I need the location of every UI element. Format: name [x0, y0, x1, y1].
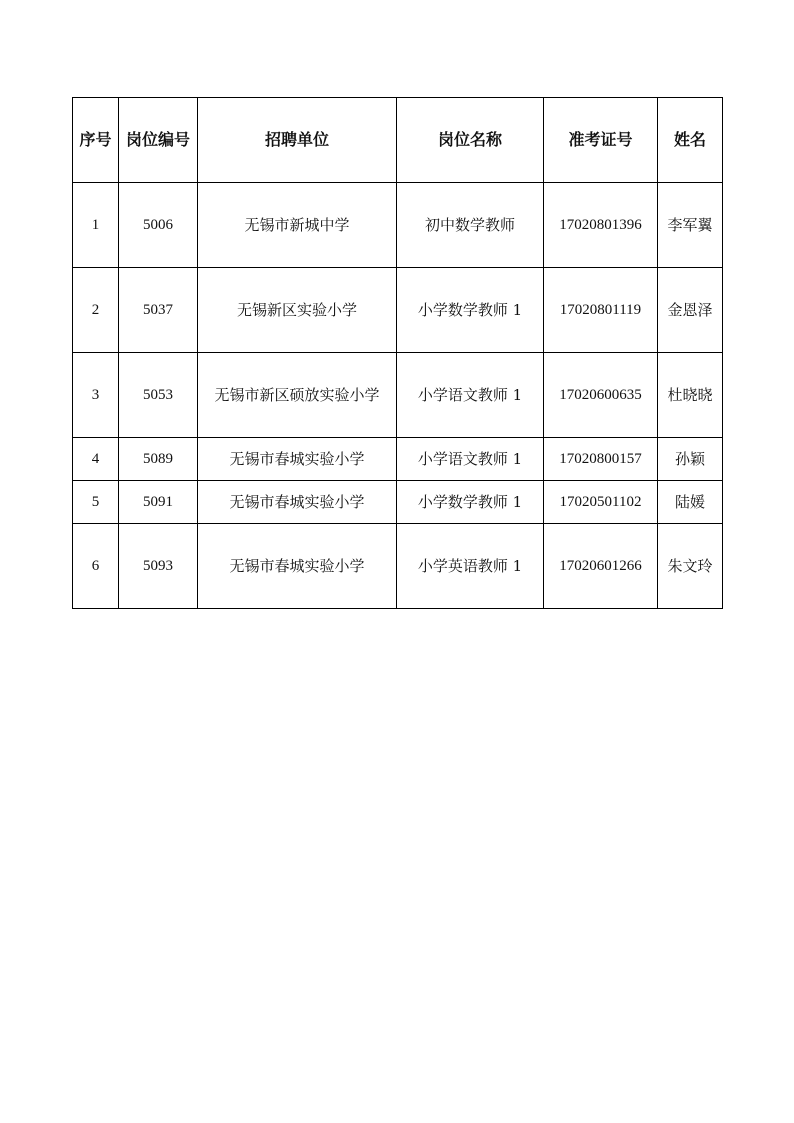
cell-position-name: 初中数学教师	[397, 183, 544, 268]
cell-admission-ticket: 17020800157	[544, 438, 658, 481]
cell-serial: 1	[73, 183, 119, 268]
cell-hiring-unit: 无锡市春城实验小学	[198, 438, 397, 481]
cell-serial: 6	[73, 524, 119, 609]
cell-name: 陆媛	[658, 481, 723, 524]
cell-hiring-unit: 无锡市春城实验小学	[198, 524, 397, 609]
header-position-code: 岗位编号	[119, 98, 198, 183]
table-row	[73, 524, 723, 609]
cell-position-code: 5037	[119, 268, 198, 353]
cell-hiring-unit: 无锡市新区硕放实验小学	[198, 353, 397, 438]
table-row	[73, 268, 723, 353]
cell-admission-ticket: 17020801119	[544, 268, 658, 353]
cell-hiring-unit: 无锡市新城中学	[198, 183, 397, 268]
cell-position-code: 5091	[119, 481, 198, 524]
cell-hiring-unit: 无锡市春城实验小学	[198, 481, 397, 524]
cell-serial: 3	[73, 353, 119, 438]
cell-name: 孙颖	[658, 438, 723, 481]
results-table	[72, 97, 723, 609]
header-name: 姓名	[658, 98, 723, 183]
cell-serial: 5	[73, 481, 119, 524]
cell-position-code: 5089	[119, 438, 198, 481]
table-row	[73, 481, 723, 524]
cell-position-name: 小学语文教师 1	[397, 353, 544, 438]
cell-position-name: 小学英语教师 1	[397, 524, 544, 609]
cell-name: 金恩泽	[658, 268, 723, 353]
cell-position-name: 小学数学教师 1	[397, 481, 544, 524]
header-position-name: 岗位名称	[397, 98, 544, 183]
cell-name: 朱文玲	[658, 524, 723, 609]
table-row	[73, 438, 723, 481]
cell-position-code: 5053	[119, 353, 198, 438]
cell-position-name: 小学语文教师 1	[397, 438, 544, 481]
cell-position-name: 小学数学教师 1	[397, 268, 544, 353]
cell-position-code: 5093	[119, 524, 198, 609]
header-row	[73, 98, 723, 183]
cell-admission-ticket: 17020501102	[544, 481, 658, 524]
cell-serial: 2	[73, 268, 119, 353]
cell-name: 李军翼	[658, 183, 723, 268]
cell-admission-ticket: 17020600635	[544, 353, 658, 438]
table-row	[73, 353, 723, 438]
header-admission-ticket: 准考证号	[544, 98, 658, 183]
table-row	[73, 183, 723, 268]
cell-admission-ticket: 17020601266	[544, 524, 658, 609]
header-serial-number: 序号	[73, 98, 119, 183]
cell-serial: 4	[73, 438, 119, 481]
cell-name: 杜晓晓	[658, 353, 723, 438]
header-hiring-unit: 招聘单位	[198, 98, 397, 183]
cell-admission-ticket: 17020801396	[544, 183, 658, 268]
cell-position-code: 5006	[119, 183, 198, 268]
cell-hiring-unit: 无锡新区实验小学	[198, 268, 397, 353]
